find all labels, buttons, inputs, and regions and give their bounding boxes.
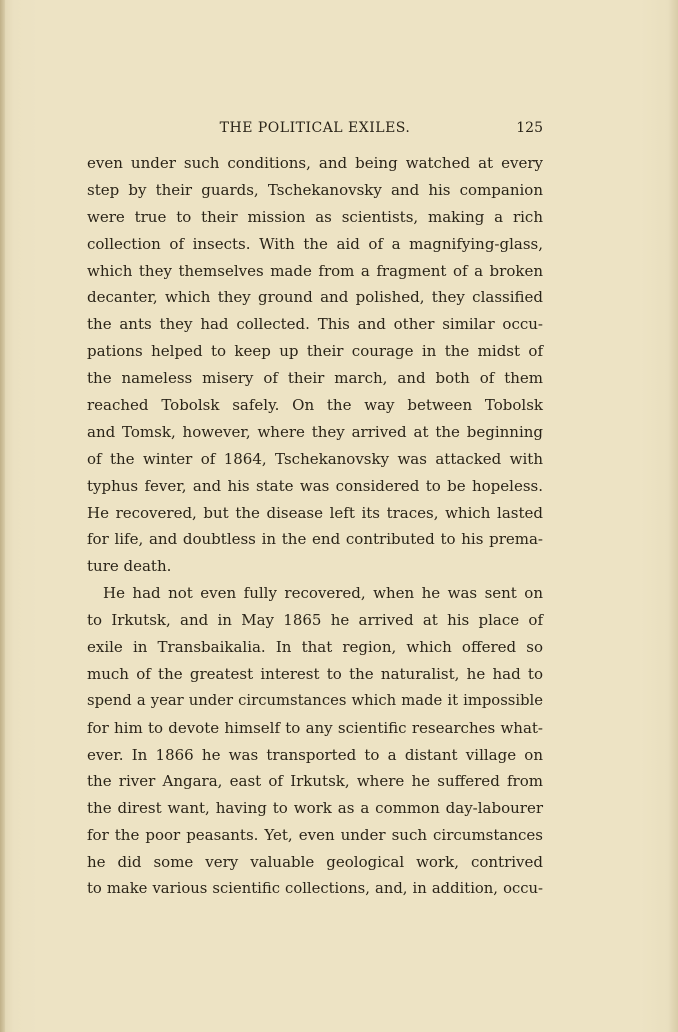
text-line: reached Tobolsk safely. On the way between Tobolsk bbox=[87, 396, 543, 415]
text-line: pations helped to keep up their courage in the midst of bbox=[87, 342, 543, 361]
page-number: 125 bbox=[516, 120, 543, 136]
text-line: spend a year under circumstances which made it impossible bbox=[87, 691, 543, 709]
text-line: the direst want, having to work as a common day-labourer bbox=[87, 799, 543, 818]
text-line: for the poor peasants. Yet, even under such circumstances bbox=[87, 826, 543, 845]
text-line: He had not even fully recovered, when he was sent on bbox=[103, 584, 543, 603]
text-line: decanter, which they ground and polished, they classified bbox=[87, 288, 543, 307]
text-line: step by their guards, Tschekanovsky and his companion bbox=[87, 180, 543, 199]
page-gutter-shadow bbox=[0, 0, 5, 1032]
text-line: the river Angara, east of Irkutsk, where he suffered from bbox=[87, 772, 543, 791]
text-line: collection of insects. With the aid of a magnifying-glass, bbox=[87, 234, 543, 253]
text-line: were true to their mission as scientists, making a rich bbox=[87, 207, 543, 226]
text-line: of the winter of 1864, Tschekanovsky was attacked with bbox=[87, 449, 543, 468]
body-text bbox=[87, 150, 543, 903]
text-line: and Tomsk, however, where they arrived at the beginning bbox=[87, 422, 543, 441]
text-line: typhus fever, and his state was considered to be hopeless. bbox=[87, 476, 543, 495]
text-line: for him to devote himself to any scientific researches what- bbox=[87, 718, 543, 737]
text-line: exile in Transbaikalia. In that region, which offered so bbox=[87, 638, 543, 657]
text-line: He recovered, but the disease left its traces, which lasted bbox=[87, 503, 543, 522]
text-line: the nameless misery of their march, and both of them bbox=[87, 369, 543, 388]
running-title: THE POLITICAL EXILES. bbox=[219, 120, 411, 136]
text-line: to make various scientific collections, and, in addition, occu- bbox=[87, 880, 543, 898]
text-line: ever. In 1866 he was transported to a distant village on bbox=[87, 745, 543, 764]
text-line: the ants they had collected. This and other similar occu- bbox=[87, 315, 543, 334]
text-line: ture death. bbox=[87, 557, 172, 576]
text-line: much of the greatest interest to the naturalist, he had to bbox=[87, 664, 543, 683]
text-line: to Irkutsk, and in May 1865 he arrived at his place of bbox=[87, 611, 543, 630]
running-head bbox=[87, 118, 543, 138]
text-line: for life, and doubtless in the end contributed to his prema- bbox=[87, 530, 543, 549]
text-line: he did some very valuable geological work, contrived bbox=[87, 853, 543, 872]
text-line: even under such conditions, and being watched at every bbox=[87, 154, 543, 172]
text-line: which they themselves made from a fragment of a broken bbox=[87, 261, 543, 280]
